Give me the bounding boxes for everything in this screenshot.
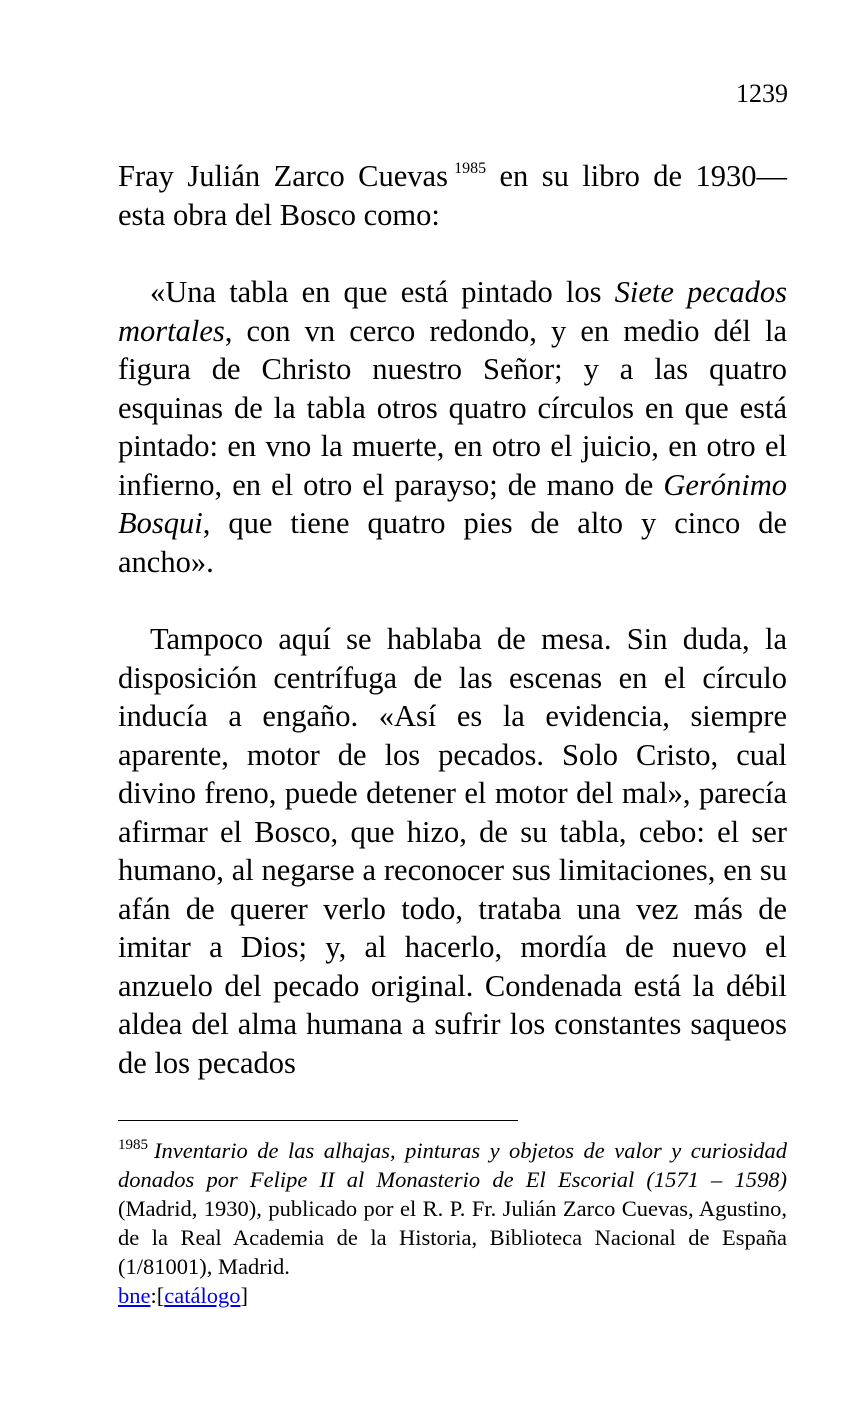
- paragraph-intro-text: Fray Julián Zarco Cuevas: [118, 159, 448, 193]
- link-separator-close: ]: [240, 1283, 248, 1308]
- paragraph-discussion: Tampoco aquí se hablaba de mesa. Sin duda, la disposición centrífuga de las escenas en el círculo inducía a engaño. «Así es la evidencia, siempre aparente, motor de los pecados. Solo Cristo, cual divino freno, puede detener el motor del mal», parecía afirmar el Bosco, que hizo, de su tabla, cebo: el ser humano, al negarse a reconocer sus limitaciones, en su afán de querer verlo todo, trataba una vez más de imitar a Dios; y, al hacerlo, mordía de nuevo el anzuelo del pecado original. Condenada está la débil aldea del alma humana a sufrir los constantes saqueos de los pecados: [118, 622, 787, 1080]
- footnote-text: (Madrid, 1930), publicado por el R. P. Fr. Julián Zarco Cuevas, Agustino, de la Real Academia de la Historia, Biblioteca Nacional de España (1/81001), Madrid.: [118, 1196, 787, 1279]
- quote-paragraph: [118, 273, 787, 581]
- page-number: 1239: [736, 79, 788, 108]
- quote-italic-author: Gerónimo Bosqui: [118, 467, 787, 540]
- bne-link[interactable]: bne: [118, 1283, 151, 1308]
- footnote-divider: [118, 1120, 518, 1121]
- quote-text-2: , con vn cerco redondo, y en medio dél la figura de Christo nuestro Señor; y a las quatro esquinas de la tabla otros quatro círculos en que está pintado: en vno la muerte, en otro el juicio, en otro el infierno, en el otro el parayso; de mano de: [118, 313, 787, 502]
- footnote-links: [118, 1281, 787, 1310]
- paragraph-intro-text-end: en su libro de 1930— esta obra del Bosco como:: [118, 159, 787, 232]
- footnote-number: 1985: [118, 1137, 148, 1153]
- footnote-paragraph: [118, 1136, 787, 1281]
- quote-text-3: , que tiene quatro pies de alto y cinco de ancho».: [118, 506, 787, 579]
- quote-text-1: «Una tabla en que está pintado los: [150, 275, 615, 309]
- footnote-reference[interactable]: 1985: [454, 160, 487, 177]
- link-separator-open: :[: [150, 1283, 165, 1308]
- footnote-title: Inventario de las alhajas, pinturas y objetos de valor y curiosidad donados por Felipe II al Monasterio de El Escorial (1571 – 1598): [118, 1138, 787, 1192]
- footnote: [118, 1136, 787, 1310]
- catalog-link[interactable]: catálogo: [164, 1283, 241, 1308]
- quote-italic-title: Siete pecados mortales: [118, 275, 787, 348]
- paragraph-intro: [118, 157, 787, 234]
- main-text: [118, 157, 787, 1082]
